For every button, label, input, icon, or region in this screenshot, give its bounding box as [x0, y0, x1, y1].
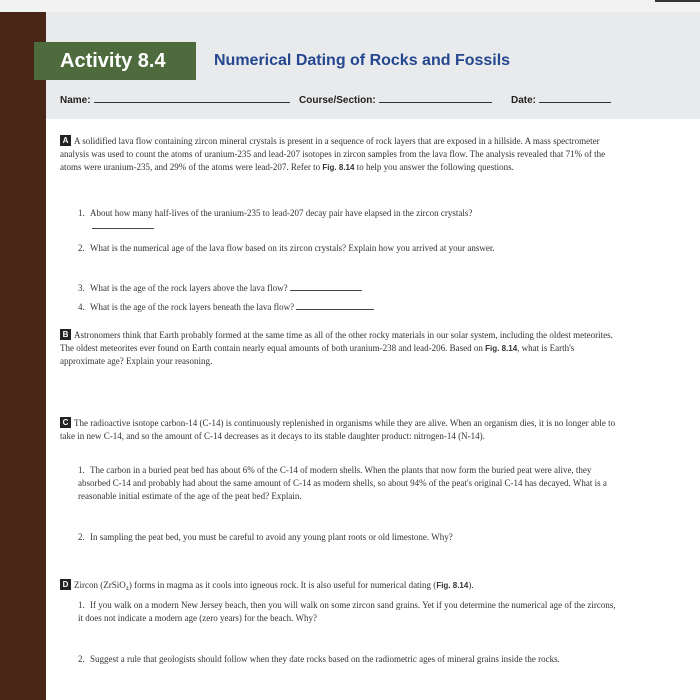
name-label: Name: [60, 95, 91, 106]
section-c-text: The radioactive isotope carbon-14 (C-14) is continuously replenished in organisms while they are alive. When an organism dies, it is no longer able to take in new C-14, and so the amount of C-14 decreases as it decays to its stable daughter product: nitrogen-14 (N-14). [60, 418, 616, 441]
book-spine [0, 12, 46, 700]
date-label: Date: [511, 95, 537, 106]
question-text: About how many half-lives of the uranium-235 to lead-207 decay pair have elapsed in the zircon crystals? [90, 208, 473, 218]
worksheet-page [46, 12, 700, 700]
figure-ref: Fig. 8.14 [436, 581, 469, 590]
question-number: 3. [78, 283, 85, 293]
question-text: What is the age of the rock layers beneath the lava flow? [90, 302, 295, 312]
section-a-intro [60, 135, 620, 174]
header-band [46, 12, 700, 119]
section-a-badge: A [60, 135, 71, 146]
date-field[interactable] [511, 94, 611, 106]
name-field[interactable] [60, 94, 290, 106]
figure-ref: Fig. 8.14 [485, 344, 518, 353]
top-edge-line [655, 0, 700, 2]
question-number: 4. [78, 302, 85, 312]
question-c1 [78, 464, 618, 503]
date-line[interactable] [539, 94, 611, 103]
question-a4 [78, 301, 618, 314]
question-number: 1. [78, 465, 85, 475]
section-b-intro [60, 329, 620, 368]
question-d1 [78, 599, 618, 625]
question-number: 1. [78, 600, 85, 610]
question-text: The carbon in a buried peat bed has about 6% of the C-14 of modern shells. When the plants that now form the buried peat were alive, they absorbed C-14 and probably had about the same amount of C-14 as modern shells, so about 94% of the peat's original C-14 has decayed. What is a reasonable initial estimate of the age of the peat bed? Explain. [78, 465, 607, 501]
course-label: Course/Section: [299, 95, 376, 106]
question-text: Suggest a rule that geologists should follow when they date rocks based on the radiometric ages of mineral grains inside the rocks. [90, 654, 560, 664]
section-b-badge: B [60, 329, 71, 340]
figure-ref: Fig. 8.14 [322, 163, 355, 172]
question-c2 [78, 531, 618, 544]
name-line[interactable] [94, 94, 290, 103]
section-d-text: Zircon (ZrSiO₄) forms in magma as it cools into igneous rock. It is also useful for numerical dating ( [74, 580, 437, 590]
question-d2 [78, 653, 618, 666]
question-number: 2. [78, 532, 85, 542]
question-number: 2. [78, 654, 85, 664]
answer-blank[interactable] [92, 220, 154, 229]
section-a-text-end: to help you answer the following questions. [356, 162, 514, 172]
course-line[interactable] [379, 94, 492, 103]
answer-blank[interactable] [290, 282, 362, 291]
section-d-text-end: ). [468, 580, 474, 590]
question-text: If you walk on a modern New Jersey beach, then you will walk on some zircon sand grains. Yet if you determine the numerical age of the zircons, it does not indicate a modern age (zero years) for the beach. Why? [78, 600, 616, 623]
section-a-text: A solidified lava flow containing zircon mineral crystals is present in a sequence of rock layers that are exposed in a hillside. A mass spectrometer analysis was used to count the atoms of uranium-235 and lead-207 isotopes in zircon samples from the lava flow. The analysis revealed that 71% of the atoms were uranium-235, and 29% of the atoms were lead-207. Refer to [60, 136, 606, 172]
activity-label: Activity 8.4 [34, 42, 196, 80]
question-a1 [78, 207, 618, 233]
activity-title: Numerical Dating of Rocks and Fossils [214, 52, 511, 69]
section-d-badge: D [60, 579, 71, 590]
question-a2 [78, 242, 618, 255]
section-c-badge: C [60, 417, 71, 428]
answer-blank[interactable] [296, 301, 374, 310]
question-number: 2. [78, 243, 85, 253]
section-c-intro [60, 417, 620, 443]
question-text: In sampling the peat bed, you must be careful to avoid any young plant roots or old limestone. Why? [90, 532, 453, 542]
question-number: 1. [78, 208, 85, 218]
section-b-text: Astronomers think that Earth probably formed at the same time as all of the other rocky materials in our solar system, including the oldest meteorites. The oldest meteorites ever found on Earth contain nearly equal amounts of both uranium-238 and lead-206. Based on [60, 330, 613, 353]
question-text: What is the numerical age of the lava flow based on its zircon crystals? Explain how you arrived at your answer. [90, 243, 495, 253]
course-field[interactable] [299, 94, 492, 106]
question-a3 [78, 282, 618, 295]
question-text: What is the age of the rock layers above the lava flow? [90, 283, 288, 293]
section-d-intro [60, 579, 620, 592]
section-b-text-end: , what is Earth's approximate age? Explain your reasoning. [60, 343, 575, 366]
